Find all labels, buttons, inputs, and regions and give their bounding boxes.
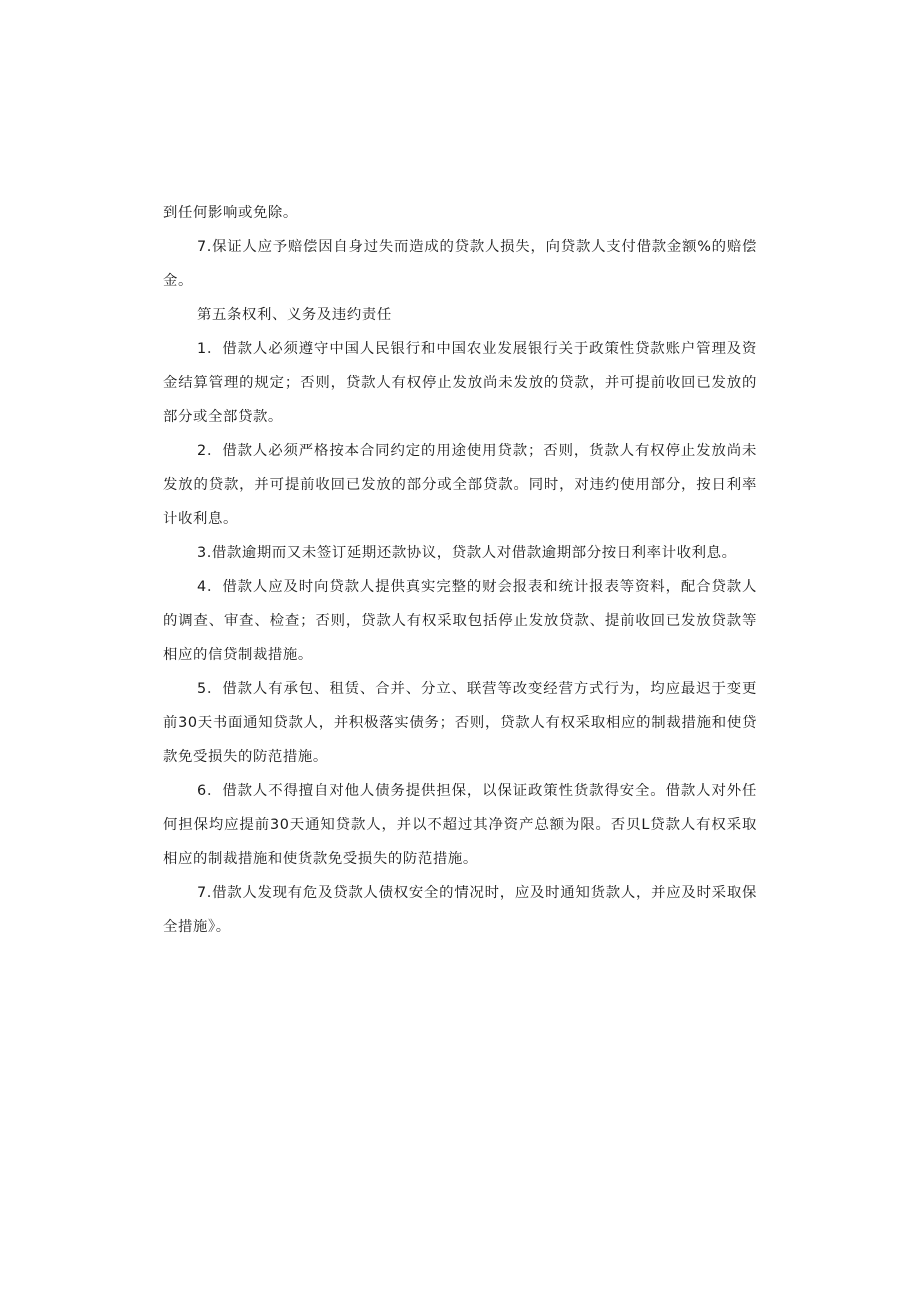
paragraph-borrower-clause-2: 2．借款人必须严格按本合同约定的用途使用贷款；否则，货款人有权停止发放尚未发放的贷款，并可提前收回已发放的部分或全部贷款。同时，对违约使用部分，按日利率计收利息。 — [163, 443, 757, 527]
section-heading-article-5: 第五条权利、义务及违约责任 — [197, 307, 392, 323]
paragraph-borrower-clause-6: 6．借款人不得擅自对他人债务提供担保，以保证政策性货款得安全。借款人对外任何担保均应提前30天通知贷款人，并以不超过其净资产总额为限。否贝L贷款人有权采取相应的制裁措施和使货款免受损失的防范措施。 — [163, 783, 757, 867]
paragraph-borrower-clause-3: 3.借款逾期而又未签订延期还款协议，贷款人对借款逾期部分按日利率计收利息。 — [197, 545, 737, 561]
paragraph-borrower-clause-4: 4．借款人应及时向贷款人提供真实完整的财会报表和统计报表等资料，配合贷款人的调查、审查、检查；否则，贷款人有权采取包括停止发放贷款、提前收回已发放贷款等相应的信贷制裁措施。 — [163, 579, 757, 663]
paragraph-borrower-clause-1: 1．借款人必须遵守中国人民银行和中国农业发展银行关于政策性贷款账户管理及资金结算管理的规定；否则，贷款人有权停止发放尚未发放的贷款，并可提前收回已发放的部分或全部贷款。 — [163, 341, 757, 425]
paragraph-borrower-clause-5: 5．借款人有承包、租赁、合并、分立、联营等改变经营方式行为，均应最迟于变更前30天书面通知贷款人，并积极落实债务；否则，贷款人有权采取相应的制裁措施和使贷款免受损失的防范措施。 — [163, 681, 757, 765]
document-body — [163, 196, 757, 944]
paragraph-continuation: 到任何影响或免除。 — [163, 205, 298, 221]
paragraph-guarantor-clause-7: 7.保证人应予赔偿因自身过失而造成的贷款人损失，向贷款人支付借款金额%的赔偿金。 — [163, 239, 757, 289]
paragraph-borrower-clause-7: 7.借款人发现有危及贷款人债权安全的情况时，应及时通知货款人，并应及时采取保全措施》。 — [163, 885, 757, 935]
